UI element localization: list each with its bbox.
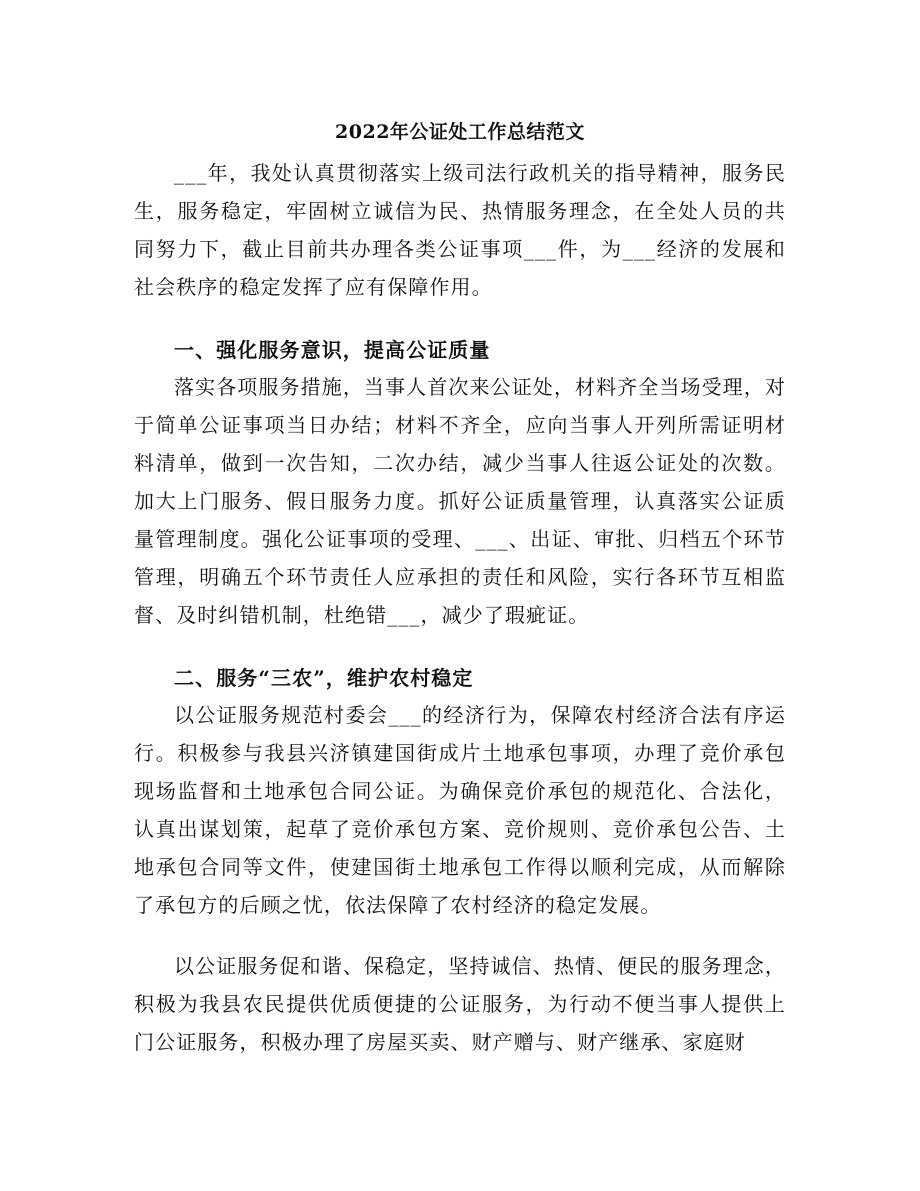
document-title: 2022年公证处工作总结范文 (335, 121, 585, 143)
section-2-heading: 二、服务“三农”，维护农村稳定 (174, 666, 474, 690)
section-2-paragraph-1: 以公证服务规范村委会___的经济行为，保障农村经济合法有序运行。积极参与我县兴济镇建国街成片土地承包事项，办理了竞价承包现场监督和土地承包合同公证。为确保竞价承包的规范化、合法化，认真出谋划策，起草了竞价承包方案、竞价规则、竞价承包公告、土地承包合同等文件，使建国街土地承包工作得以顺利完成，从而解除了承包方的后顾之忧，依法保障了农村经济的稳定发展。 (134, 703, 786, 917)
section-1-heading: 一、强化服务意识，提高公证质量 (174, 338, 491, 362)
section-1-paragraph: 落实各项服务措施，当事人首次来公证处，材料齐全当场受理，对于简单公证事项当日办结；材料不齐全，应向当事人开列所需证明材料清单，做到一次告知，二次办结，减少当事人往返公证处的次数。加大上门服务、假日服务力度。抓好公证质量管理，认真落实公证质量管理制度。强化公证事项的受理、___、出证、审批、归档五个环节管理，明确五个环节责任人应承担的责任和风险，实行各环节互相监督、及时纠错机制，杜绝错___，减少了瑕疵证。 (134, 375, 786, 627)
intro-paragraph: ___年，我处认真贯彻落实上级司法行政机关的指导精神，服务民生，服务稳定，牢固树立诚信为民、热情服务理念，在全处人员的共同努力下，截止目前共办理各类公证事项___件，为___经济的发展和社会秩序的稳定发挥了应有保障作用。 (134, 161, 786, 299)
section-2-paragraph-2: 以公证服务促和谐、保稳定，坚持诚信、热情、便民的服务理念，积极为我县农民提供优质便捷的公证服务，为行动不便当事人提供上门公证服务，积极办理了房屋买卖、财产赠与、财产继承、家庭财 (134, 954, 786, 1054)
